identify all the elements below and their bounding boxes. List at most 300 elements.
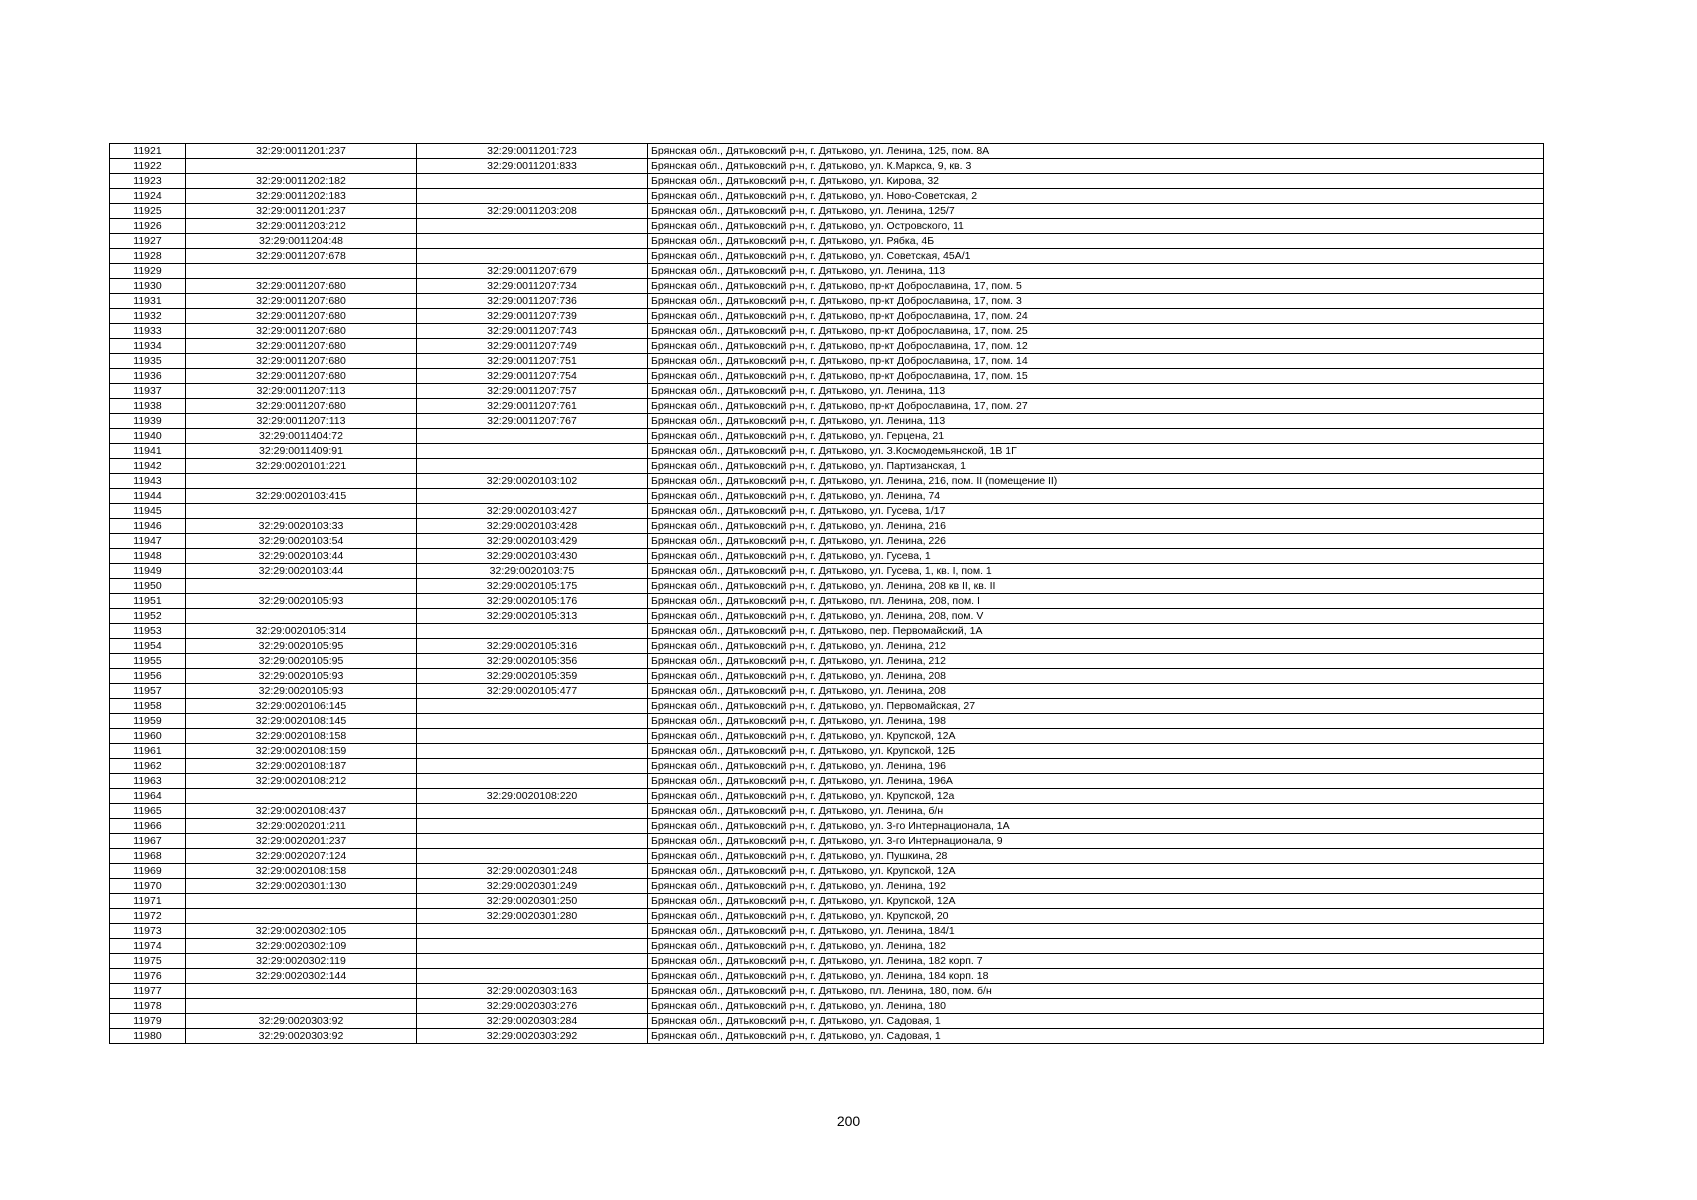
cadastral-number-cell: 32:29:0020303:92: [186, 1014, 417, 1029]
row-number-cell: 11933: [110, 324, 186, 339]
row-number-cell: 11950: [110, 579, 186, 594]
table-row: [110, 984, 1544, 999]
cadastral-number-cell: [186, 984, 417, 999]
row-number-cell: 11959: [110, 714, 186, 729]
object-cadastral-number-cell: 32:29:0020105:175: [417, 579, 648, 594]
table-row: [110, 489, 1544, 504]
object-cadastral-number-cell: 32:29:0020103:102: [417, 474, 648, 489]
row-number-cell: 11939: [110, 414, 186, 429]
object-cadastral-number-cell: [417, 819, 648, 834]
cadastral-number-cell: 32:29:0020303:92: [186, 1029, 417, 1044]
table-row: [110, 1029, 1544, 1044]
row-number-cell: 11956: [110, 669, 186, 684]
cadastral-number-cell: 32:29:0020101:221: [186, 459, 417, 474]
table-row: [110, 1014, 1544, 1029]
table-row: [110, 759, 1544, 774]
table-row: [110, 354, 1544, 369]
table-row: [110, 219, 1544, 234]
cadastral-number-cell: 32:29:0020103:415: [186, 489, 417, 504]
row-number-cell: 11923: [110, 174, 186, 189]
object-cadastral-number-cell: [417, 624, 648, 639]
row-number-cell: 11936: [110, 369, 186, 384]
address-cell: Брянская обл., Дятьковский р-н, г. Дятьково, ул. 3-го Интернационала, 9: [648, 834, 1544, 849]
object-cadastral-number-cell: [417, 939, 648, 954]
table-row: [110, 879, 1544, 894]
cadastral-number-cell: 32:29:0011207:680: [186, 324, 417, 339]
table-row: [110, 654, 1544, 669]
table-row: [110, 264, 1544, 279]
address-cell: Брянская обл., Дятьковский р-н, г. Дятьково, ул. Ленина, 212: [648, 654, 1544, 669]
cadastral-number-cell: [186, 159, 417, 174]
address-cell: Брянская обл., Дятьковский р-н, г. Дятьково, ул. Ленина, 182 корп. 7: [648, 954, 1544, 969]
cadastral-number-cell: 32:29:0020105:95: [186, 639, 417, 654]
cadastral-number-cell: 32:29:0011207:680: [186, 399, 417, 414]
address-cell: Брянская обл., Дятьковский р-н, г. Дятьково, пл. Ленина, 208, пом. I: [648, 594, 1544, 609]
cadastral-number-cell: [186, 609, 417, 624]
row-number-cell: 11978: [110, 999, 186, 1014]
address-cell: Брянская обл., Дятьковский р-н, г. Дятьково, ул. Партизанская, 1: [648, 459, 1544, 474]
cadastral-number-cell: 32:29:0011404:72: [186, 429, 417, 444]
object-cadastral-number-cell: 32:29:0020105:359: [417, 669, 648, 684]
object-cadastral-number-cell: 32:29:0020103:75: [417, 564, 648, 579]
row-number-cell: 11946: [110, 519, 186, 534]
row-number-cell: 11947: [110, 534, 186, 549]
row-number-cell: 11930: [110, 279, 186, 294]
address-cell: Брянская обл., Дятьковский р-н, г. Дятьково, пр-кт Доброславина, 17, пом. 15: [648, 369, 1544, 384]
row-number-cell: 11966: [110, 819, 186, 834]
table-row: [110, 624, 1544, 639]
address-cell: Брянская обл., Дятьковский р-н, г. Дятьково, ул. Ленина, 180: [648, 999, 1544, 1014]
object-cadastral-number-cell: 32:29:0020303:276: [417, 999, 648, 1014]
address-cell: Брянская обл., Дятьковский р-н, г. Дятьково, ул. Ленина, 74: [648, 489, 1544, 504]
address-cell: Брянская обл., Дятьковский р-н, г. Дятьково, ул. Ленина, 226: [648, 534, 1544, 549]
address-cell: Брянская обл., Дятьковский р-н, г. Дятьково, ул. Ленина, 125/7: [648, 204, 1544, 219]
cadastral-number-cell: 32:29:0020108:158: [186, 864, 417, 879]
table-row: [110, 534, 1544, 549]
object-cadastral-number-cell: [417, 954, 648, 969]
object-cadastral-number-cell: 32:29:0011207:754: [417, 369, 648, 384]
address-cell: Брянская обл., Дятьковский р-н, г. Дятьково, ул. Пушкина, 28: [648, 849, 1544, 864]
object-cadastral-number-cell: [417, 249, 648, 264]
address-cell: Брянская обл., Дятьковский р-н, г. Дятьково, ул. Ленина, 208: [648, 669, 1544, 684]
row-number-cell: 11976: [110, 969, 186, 984]
object-cadastral-number-cell: 32:29:0020105:176: [417, 594, 648, 609]
object-cadastral-number-cell: 32:29:0011207:767: [417, 414, 648, 429]
table-row: [110, 459, 1544, 474]
row-number-cell: 11937: [110, 384, 186, 399]
cadastral-number-cell: 32:29:0020301:130: [186, 879, 417, 894]
row-number-cell: 11974: [110, 939, 186, 954]
row-number-cell: 11965: [110, 804, 186, 819]
row-number-cell: 11958: [110, 699, 186, 714]
cadastral-number-cell: 32:29:0020105:314: [186, 624, 417, 639]
cadastral-number-cell: 32:29:0011201:237: [186, 144, 417, 159]
object-cadastral-number-cell: [417, 714, 648, 729]
object-cadastral-number-cell: [417, 969, 648, 984]
object-cadastral-number-cell: 32:29:0011203:208: [417, 204, 648, 219]
table-row: [110, 579, 1544, 594]
object-cadastral-number-cell: 32:29:0020103:427: [417, 504, 648, 519]
address-cell: Брянская обл., Дятьковский р-н, г. Дятьково, ул. Рябка, 4Б: [648, 234, 1544, 249]
cadastral-number-cell: [186, 264, 417, 279]
row-number-cell: 11938: [110, 399, 186, 414]
address-cell: Брянская обл., Дятьковский р-н, г. Дятьково, пр-кт Доброславина, 17, пом. 3: [648, 294, 1544, 309]
row-number-cell: 11960: [110, 729, 186, 744]
table-row: [110, 714, 1544, 729]
row-number-cell: 11977: [110, 984, 186, 999]
cadastral-number-cell: 32:29:0011207:680: [186, 279, 417, 294]
table-row: [110, 414, 1544, 429]
object-cadastral-number-cell: [417, 234, 648, 249]
table-row: [110, 234, 1544, 249]
object-cadastral-number-cell: 32:29:0020103:430: [417, 549, 648, 564]
table-row: [110, 399, 1544, 414]
object-cadastral-number-cell: 32:29:0020105:477: [417, 684, 648, 699]
cadastral-number-cell: 32:29:0020103:54: [186, 534, 417, 549]
address-cell: Брянская обл., Дятьковский р-н, г. Дятьково, пер. Первомайский, 1А: [648, 624, 1544, 639]
object-cadastral-number-cell: 32:29:0020303:163: [417, 984, 648, 999]
row-number-cell: 11940: [110, 429, 186, 444]
table-row: [110, 189, 1544, 204]
page-number: 200: [836, 1113, 861, 1129]
row-number-cell: 11922: [110, 159, 186, 174]
table-row: [110, 729, 1544, 744]
cadastral-number-cell: 32:29:0011202:182: [186, 174, 417, 189]
row-number-cell: 11921: [110, 144, 186, 159]
object-cadastral-number-cell: 32:29:0011201:833: [417, 159, 648, 174]
address-cell: Брянская обл., Дятьковский р-н, г. Дятьково, ул. К.Маркса, 9, кв. 3: [648, 159, 1544, 174]
cadastral-number-cell: 32:29:0011202:183: [186, 189, 417, 204]
object-cadastral-number-cell: 32:29:0011207:679: [417, 264, 648, 279]
object-cadastral-number-cell: 32:29:0011207:743: [417, 324, 648, 339]
table-row: [110, 939, 1544, 954]
object-cadastral-number-cell: 32:29:0011207:739: [417, 309, 648, 324]
cadastral-number-cell: [186, 579, 417, 594]
table-row: [110, 789, 1544, 804]
object-cadastral-number-cell: 32:29:0020301:248: [417, 864, 648, 879]
object-cadastral-number-cell: [417, 489, 648, 504]
object-cadastral-number-cell: [417, 924, 648, 939]
cadastral-number-cell: 32:29:0020105:93: [186, 594, 417, 609]
table-row: [110, 429, 1544, 444]
table-row: [110, 699, 1544, 714]
table-row: [110, 279, 1544, 294]
table-row: [110, 999, 1544, 1014]
row-number-cell: 11957: [110, 684, 186, 699]
cadastral-number-cell: 32:29:0011207:680: [186, 354, 417, 369]
address-cell: Брянская обл., Дятьковский р-н, г. Дятьково, пр-кт Доброславина, 17, пом. 27: [648, 399, 1544, 414]
cadastral-number-cell: 32:29:0011207:113: [186, 414, 417, 429]
address-cell: Брянская обл., Дятьковский р-н, г. Дятьково, ул. Ленина, 184 корп. 18: [648, 969, 1544, 984]
address-cell: Брянская обл., Дятьковский р-н, г. Дятьково, ул. Ленина, 125, пом. 8А: [648, 144, 1544, 159]
row-number-cell: 11924: [110, 189, 186, 204]
cadastral-number-cell: 32:29:0020201:237: [186, 834, 417, 849]
object-cadastral-number-cell: 32:29:0020108:220: [417, 789, 648, 804]
address-cell: Брянская обл., Дятьковский р-н, г. Дятьково, ул. Гусева, 1, кв. I, пом. 1: [648, 564, 1544, 579]
cadastral-number-cell: 32:29:0020103:33: [186, 519, 417, 534]
address-cell: Брянская обл., Дятьковский р-н, г. Дятьково, ул. Кирова, 32: [648, 174, 1544, 189]
row-number-cell: 11934: [110, 339, 186, 354]
cadastral-number-cell: 32:29:0011203:212: [186, 219, 417, 234]
object-cadastral-number-cell: [417, 174, 648, 189]
table-row: [110, 519, 1544, 534]
address-cell: Брянская обл., Дятьковский р-н, г. Дятьково, ул. Ново-Советская, 2: [648, 189, 1544, 204]
object-cadastral-number-cell: 32:29:0020105:313: [417, 609, 648, 624]
table-row: [110, 669, 1544, 684]
address-cell: Брянская обл., Дятьковский р-н, г. Дятьково, пр-кт Доброславина, 17, пом. 25: [648, 324, 1544, 339]
row-number-cell: 11953: [110, 624, 186, 639]
address-cell: Брянская обл., Дятьковский р-н, г. Дятьково, ул. Гусева, 1: [648, 549, 1544, 564]
cadastral-number-cell: 32:29:0020201:211: [186, 819, 417, 834]
row-number-cell: 11980: [110, 1029, 186, 1044]
object-cadastral-number-cell: 32:29:0020301:250: [417, 894, 648, 909]
table-row: [110, 744, 1544, 759]
table-row: [110, 819, 1544, 834]
table-row: [110, 504, 1544, 519]
address-cell: Брянская обл., Дятьковский р-н, г. Дятьково, ул. Садовая, 1: [648, 1029, 1544, 1044]
address-cell: Брянская обл., Дятьковский р-н, г. Дятьково, ул. Ленина, 216: [648, 519, 1544, 534]
address-cell: Брянская обл., Дятьковский р-н, г. Дятьково, ул. Ленина, 196: [648, 759, 1544, 774]
object-cadastral-number-cell: 32:29:0020103:428: [417, 519, 648, 534]
cadastral-number-cell: 32:29:0020105:95: [186, 654, 417, 669]
object-cadastral-number-cell: [417, 774, 648, 789]
object-cadastral-number-cell: 32:29:0011207:751: [417, 354, 648, 369]
cadastral-number-cell: [186, 894, 417, 909]
cadastral-number-cell: 32:29:0020106:145: [186, 699, 417, 714]
table-row: [110, 909, 1544, 924]
object-cadastral-number-cell: 32:29:0020301:280: [417, 909, 648, 924]
cadastral-number-cell: 32:29:0020302:144: [186, 969, 417, 984]
address-cell: Брянская обл., Дятьковский р-н, г. Дятьково, ул. Ленина, 208, пом. V: [648, 609, 1544, 624]
cadastral-number-cell: 32:29:0020108:159: [186, 744, 417, 759]
table-row: [110, 174, 1544, 189]
cadastral-number-cell: 32:29:0011204:48: [186, 234, 417, 249]
cadastral-number-cell: 32:29:0020207:124: [186, 849, 417, 864]
address-cell: Брянская обл., Дятьковский р-н, г. Дятьково, пр-кт Доброславина, 17, пом. 5: [648, 279, 1544, 294]
row-number-cell: 11964: [110, 789, 186, 804]
address-cell: Брянская обл., Дятьковский р-н, г. Дятьково, ул. Ленина, 113: [648, 414, 1544, 429]
row-number-cell: 11932: [110, 309, 186, 324]
object-cadastral-number-cell: 32:29:0011207:757: [417, 384, 648, 399]
cadastral-number-cell: 32:29:0011207:680: [186, 339, 417, 354]
address-cell: Брянская обл., Дятьковский р-н, г. Дятьково, ул. Ленина, 198: [648, 714, 1544, 729]
table-row: [110, 474, 1544, 489]
row-number-cell: 11971: [110, 894, 186, 909]
registry-table: [109, 143, 1544, 1044]
object-cadastral-number-cell: [417, 699, 648, 714]
registry-table-body: [110, 144, 1544, 1044]
address-cell: Брянская обл., Дятьковский р-н, г. Дятьково, пр-кт Доброславина, 17, пом. 12: [648, 339, 1544, 354]
cadastral-number-cell: [186, 999, 417, 1014]
table-row: [110, 369, 1544, 384]
cadastral-number-cell: 32:29:0011207:678: [186, 249, 417, 264]
row-number-cell: 11941: [110, 444, 186, 459]
row-number-cell: 11949: [110, 564, 186, 579]
address-cell: Брянская обл., Дятьковский р-н, г. Дятьково, ул. Ленина, 113: [648, 264, 1544, 279]
address-cell: Брянская обл., Дятьковский р-н, г. Дятьково, ул. Крупской, 12А: [648, 729, 1544, 744]
table-row: [110, 849, 1544, 864]
row-number-cell: 11935: [110, 354, 186, 369]
row-number-cell: 11975: [110, 954, 186, 969]
cadastral-number-cell: 32:29:0011409:91: [186, 444, 417, 459]
address-cell: Брянская обл., Дятьковский р-н, г. Дятьково, ул. 3-го Интернационала, 1А: [648, 819, 1544, 834]
table-row: [110, 384, 1544, 399]
row-number-cell: 11928: [110, 249, 186, 264]
row-number-cell: 11925: [110, 204, 186, 219]
cadastral-number-cell: [186, 504, 417, 519]
object-cadastral-number-cell: [417, 219, 648, 234]
object-cadastral-number-cell: 32:29:0020103:429: [417, 534, 648, 549]
address-cell: Брянская обл., Дятьковский р-н, г. Дятьково, ул. Ленина, 208: [648, 684, 1544, 699]
row-number-cell: 11963: [110, 774, 186, 789]
object-cadastral-number-cell: [417, 444, 648, 459]
address-cell: Брянская обл., Дятьковский р-н, г. Дятьково, ул. Ленина, 113: [648, 384, 1544, 399]
row-number-cell: 11926: [110, 219, 186, 234]
address-cell: Брянская обл., Дятьковский р-н, г. Дятьково, ул. Ленина, 208 кв II, кв. II: [648, 579, 1544, 594]
table-row: [110, 864, 1544, 879]
row-number-cell: 11954: [110, 639, 186, 654]
table-row: [110, 684, 1544, 699]
cadastral-number-cell: 32:29:0020302:105: [186, 924, 417, 939]
cadastral-number-cell: 32:29:0020108:187: [186, 759, 417, 774]
table-row: [110, 774, 1544, 789]
cadastral-number-cell: 32:29:0011207:680: [186, 369, 417, 384]
row-number-cell: 11969: [110, 864, 186, 879]
table-row: [110, 339, 1544, 354]
object-cadastral-number-cell: [417, 429, 648, 444]
row-number-cell: 11968: [110, 849, 186, 864]
object-cadastral-number-cell: 32:29:0020105:356: [417, 654, 648, 669]
address-cell: Брянская обл., Дятьковский р-н, г. Дятьково, ул. Ленина, 216, пом. II (помещение II): [648, 474, 1544, 489]
row-number-cell: 11979: [110, 1014, 186, 1029]
row-number-cell: 11931: [110, 294, 186, 309]
address-cell: Брянская обл., Дятьковский р-н, г. Дятьково, ул. Ленина, б/н: [648, 804, 1544, 819]
table-row: [110, 444, 1544, 459]
cadastral-number-cell: 32:29:0011201:237: [186, 204, 417, 219]
row-number-cell: 11972: [110, 909, 186, 924]
cadastral-number-cell: [186, 474, 417, 489]
table-row: [110, 639, 1544, 654]
cadastral-number-cell: 32:29:0020103:44: [186, 564, 417, 579]
cadastral-number-cell: 32:29:0020302:119: [186, 954, 417, 969]
address-cell: Брянская обл., Дятьковский р-н, г. Дятьково, ул. Первомайская, 27: [648, 699, 1544, 714]
row-number-cell: 11951: [110, 594, 186, 609]
table-row: [110, 549, 1544, 564]
cadastral-number-cell: 32:29:0020105:93: [186, 669, 417, 684]
cadastral-number-cell: 32:29:0020105:93: [186, 684, 417, 699]
address-cell: Брянская обл., Дятьковский р-н, г. Дятьково, ул. Ленина, 192: [648, 879, 1544, 894]
object-cadastral-number-cell: 32:29:0011201:723: [417, 144, 648, 159]
object-cadastral-number-cell: 32:29:0011207:734: [417, 279, 648, 294]
row-number-cell: 11952: [110, 609, 186, 624]
address-cell: Брянская обл., Дятьковский р-н, г. Дятьково, пр-кт Доброславина, 17, пом. 24: [648, 309, 1544, 324]
address-cell: Брянская обл., Дятьковский р-н, г. Дятьково, ул. Крупской, 12А: [648, 894, 1544, 909]
object-cadastral-number-cell: [417, 759, 648, 774]
table-row: [110, 954, 1544, 969]
address-cell: Брянская обл., Дятьковский р-н, г. Дятьково, ул. Островского, 11: [648, 219, 1544, 234]
cadastral-number-cell: 32:29:0020108:437: [186, 804, 417, 819]
table-row: [110, 834, 1544, 849]
table-row: [110, 924, 1544, 939]
address-cell: Брянская обл., Дятьковский р-н, г. Дятьково, ул. Советская, 45А/1: [648, 249, 1544, 264]
table-row: [110, 969, 1544, 984]
address-cell: Брянская обл., Дятьковский р-н, г. Дятьково, пр-кт Доброславина, 17, пом. 14: [648, 354, 1544, 369]
address-cell: Брянская обл., Дятьковский р-н, г. Дятьково, ул. Крупской, 12а: [648, 789, 1544, 804]
row-number-cell: 11967: [110, 834, 186, 849]
table-row: [110, 894, 1544, 909]
object-cadastral-number-cell: 32:29:0011207:749: [417, 339, 648, 354]
cadastral-number-cell: 32:29:0020108:145: [186, 714, 417, 729]
row-number-cell: 11948: [110, 549, 186, 564]
cadastral-number-cell: 32:29:0020108:212: [186, 774, 417, 789]
address-cell: Брянская обл., Дятьковский р-н, г. Дятьково, ул. Ленина, 182: [648, 939, 1544, 954]
object-cadastral-number-cell: 32:29:0020303:284: [417, 1014, 648, 1029]
cadastral-number-cell: 32:29:0011207:680: [186, 309, 417, 324]
cadastral-number-cell: 32:29:0011207:113: [186, 384, 417, 399]
address-cell: Брянская обл., Дятьковский р-н, г. Дятьково, ул. Ленина, 184/1: [648, 924, 1544, 939]
row-number-cell: 11929: [110, 264, 186, 279]
row-number-cell: 11945: [110, 504, 186, 519]
address-cell: Брянская обл., Дятьковский р-н, г. Дятьково, пл. Ленина, 180, пом. б/н: [648, 984, 1544, 999]
object-cadastral-number-cell: [417, 459, 648, 474]
cadastral-number-cell: 32:29:0011207:680: [186, 294, 417, 309]
object-cadastral-number-cell: 32:29:0020105:316: [417, 639, 648, 654]
object-cadastral-number-cell: [417, 729, 648, 744]
cadastral-number-cell: 32:29:0020108:158: [186, 729, 417, 744]
row-number-cell: 11970: [110, 879, 186, 894]
object-cadastral-number-cell: [417, 849, 648, 864]
address-cell: Брянская обл., Дятьковский р-н, г. Дятьково, ул. Садовая, 1: [648, 1014, 1544, 1029]
cadastral-number-cell: [186, 909, 417, 924]
address-cell: Брянская обл., Дятьковский р-н, г. Дятьково, ул. Ленина, 196А: [648, 774, 1544, 789]
table-row: [110, 159, 1544, 174]
object-cadastral-number-cell: 32:29:0020301:249: [417, 879, 648, 894]
object-cadastral-number-cell: [417, 189, 648, 204]
table-row: [110, 294, 1544, 309]
object-cadastral-number-cell: 32:29:0020303:292: [417, 1029, 648, 1044]
table-row: [110, 594, 1544, 609]
address-cell: Брянская обл., Дятьковский р-н, г. Дятьково, ул. Крупской, 12А: [648, 864, 1544, 879]
table-row: [110, 564, 1544, 579]
row-number-cell: 11962: [110, 759, 186, 774]
address-cell: Брянская обл., Дятьковский р-н, г. Дятьково, ул. Крупской, 20: [648, 909, 1544, 924]
object-cadastral-number-cell: [417, 834, 648, 849]
table-row: [110, 804, 1544, 819]
row-number-cell: 11961: [110, 744, 186, 759]
cadastral-number-cell: 32:29:0020103:44: [186, 549, 417, 564]
cadastral-number-cell: 32:29:0020302:109: [186, 939, 417, 954]
object-cadastral-number-cell: [417, 804, 648, 819]
row-number-cell: 11943: [110, 474, 186, 489]
table-row: [110, 249, 1544, 264]
address-cell: Брянская обл., Дятьковский р-н, г. Дятьково, ул. Герцена, 21: [648, 429, 1544, 444]
table-row: [110, 609, 1544, 624]
row-number-cell: 11927: [110, 234, 186, 249]
table-row: [110, 309, 1544, 324]
address-cell: Брянская обл., Дятьковский р-н, г. Дятьково, ул. З.Космодемьянской, 1В 1Г: [648, 444, 1544, 459]
row-number-cell: 11973: [110, 924, 186, 939]
object-cadastral-number-cell: 32:29:0011207:736: [417, 294, 648, 309]
object-cadastral-number-cell: 32:29:0011207:761: [417, 399, 648, 414]
address-cell: Брянская обл., Дятьковский р-н, г. Дятьково, ул. Ленина, 212: [648, 639, 1544, 654]
row-number-cell: 11942: [110, 459, 186, 474]
address-cell: Брянская обл., Дятьковский р-н, г. Дятьково, ул. Крупской, 12Б: [648, 744, 1544, 759]
address-cell: Брянская обл., Дятьковский р-н, г. Дятьково, ул. Гусева, 1/17: [648, 504, 1544, 519]
table-row: [110, 324, 1544, 339]
row-number-cell: 11944: [110, 489, 186, 504]
object-cadastral-number-cell: [417, 744, 648, 759]
cadastral-number-cell: [186, 789, 417, 804]
